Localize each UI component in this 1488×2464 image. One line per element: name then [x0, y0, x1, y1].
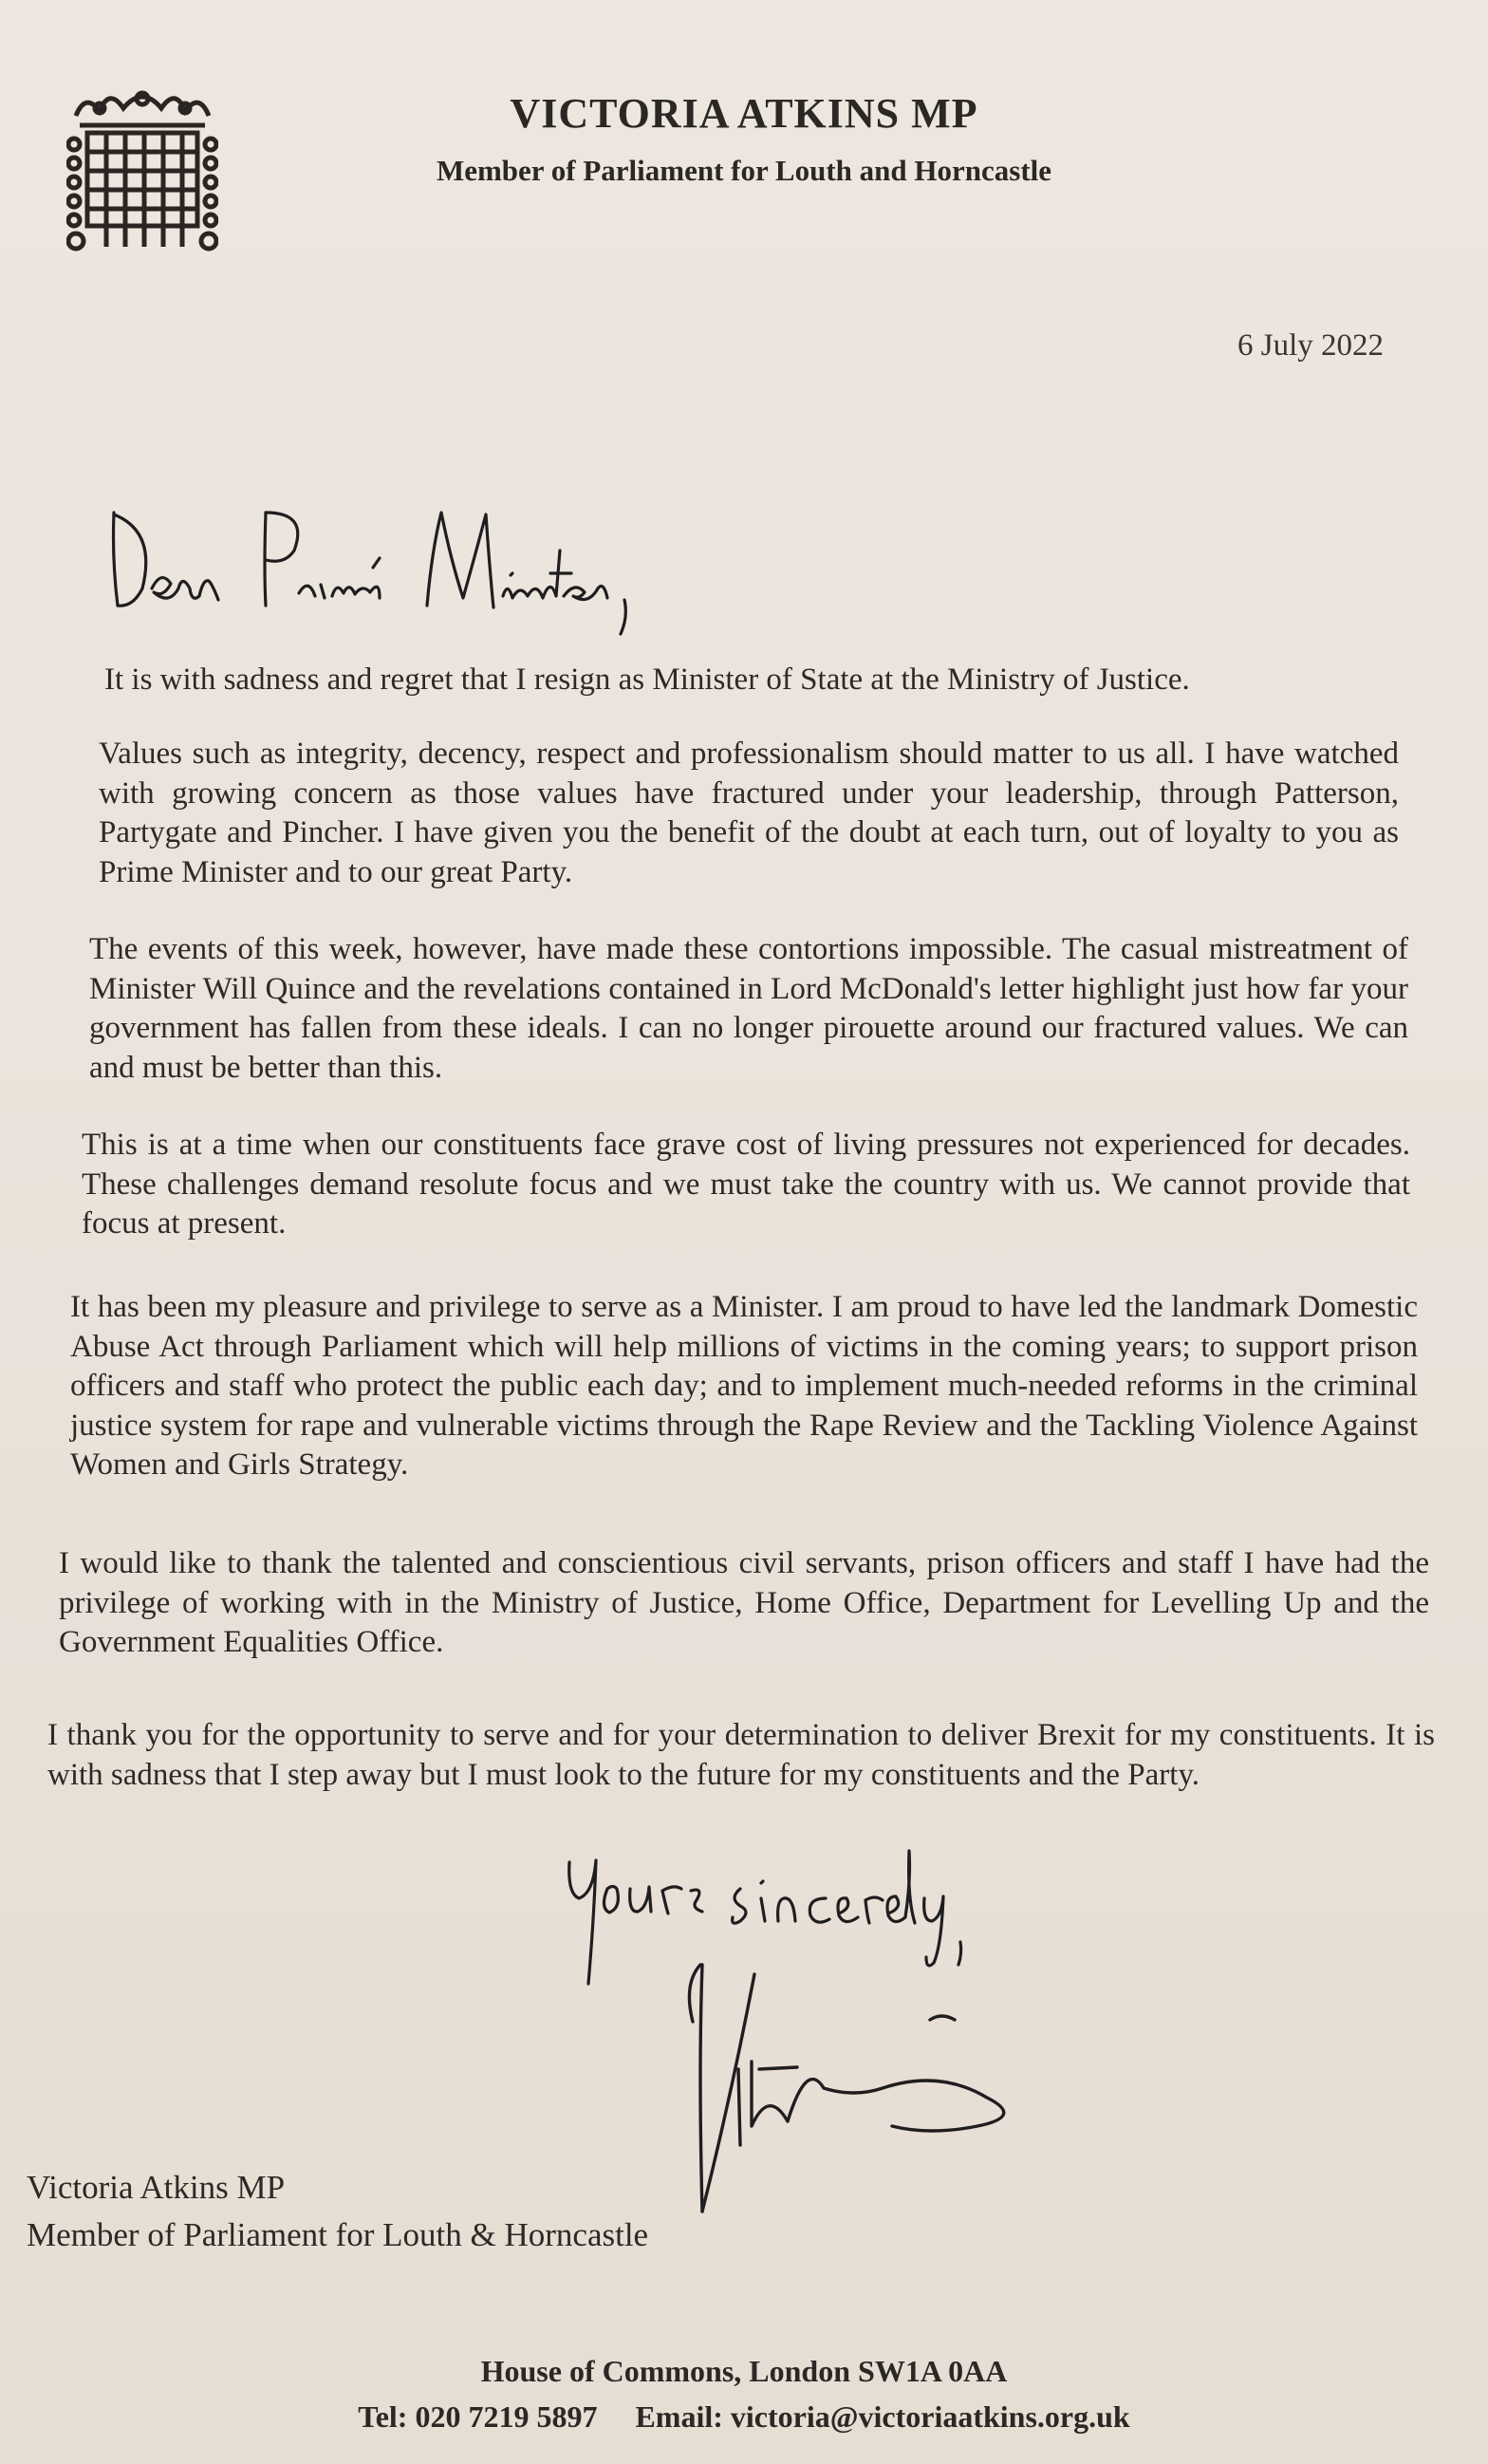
- paragraph-4: This is at a time when our constituents face grave cost of living pressures not experienced for decades. These challenges demand resolute focus and we must take the country with us. We cannot provide that focus at present.: [82, 1128, 1410, 1241]
- footer-telephone: Tel: 020 7219 5897: [358, 2399, 598, 2434]
- signature-mark: [664, 1955, 1044, 2221]
- paragraph-5: It has been my pleasure and privilege to serve as a Minister. I am proud to have led the landmark Domestic Abuse Act through Parliament which will help millions of victims in the coming years; to support prison officers and staff who protect the public each day; and to implement much-needed reforms in the criminal justice system for rape and vulnerable victims through the Rape Review and the Tackling Violence Against Women and Girls Strategy.: [70, 1290, 1418, 1482]
- letterhead-subtitle: Member of Parliament for Louth and Horncastle: [436, 154, 1052, 187]
- footer-email[interactable]: Email: victoria@victoriaatkins.org.uk: [635, 2399, 1130, 2434]
- footer-contact: [0, 2399, 1488, 2435]
- footer-address: House of Commons, London SW1A 0AA: [480, 2354, 1008, 2388]
- letterhead-name: VICTORIA ATKINS MP: [510, 90, 978, 137]
- paragraph-3: The events of this week, however, have made these contortions impossible. The casual mistreatment of Minister Will Quince and the revelations contained in Lord McDonald's letter highlight just how far your government has fallen from these ideals. I can no longer pirouette around our fractured values. We can and must be better than this.: [89, 932, 1408, 1085]
- paragraph-2: Values such as integrity, decency, respect and professionalism should matter to us all. I have watched with growing concern as those values have fractured under your leadership, through Patterson, Partygate and Pincher. I have given you the benefit of the doubt at each turn, out of loyalty to you as Prime Minister and to our great Party.: [99, 737, 1399, 889]
- signatory-title: Member of Parliament for Louth & Horncastle: [27, 2216, 649, 2253]
- signatory-block: [27, 2164, 648, 2259]
- handwritten-salutation: [104, 494, 712, 645]
- paragraph-6: I would like to thank the talented and conscientious civil servants, prison officers and staff I have had the privilege of working with in the Ministry of Justice, Home Office, Department for Levelling Up and the Government Equalities Office.: [59, 1546, 1429, 1659]
- paragraph-7: I thank you for the opportunity to serve and for your determination to deliver Brexit for my constituents. It is with sadness that I step away but I must look to the future for my constituents and the Party.: [47, 1718, 1435, 1792]
- paragraph-1: It is with sadness and regret that I resign as Minister of State at the Ministry of Justice.: [104, 663, 1190, 697]
- signatory-name: Victoria Atkins MP: [27, 2169, 286, 2206]
- letter-date: 6 July 2022: [1237, 328, 1384, 363]
